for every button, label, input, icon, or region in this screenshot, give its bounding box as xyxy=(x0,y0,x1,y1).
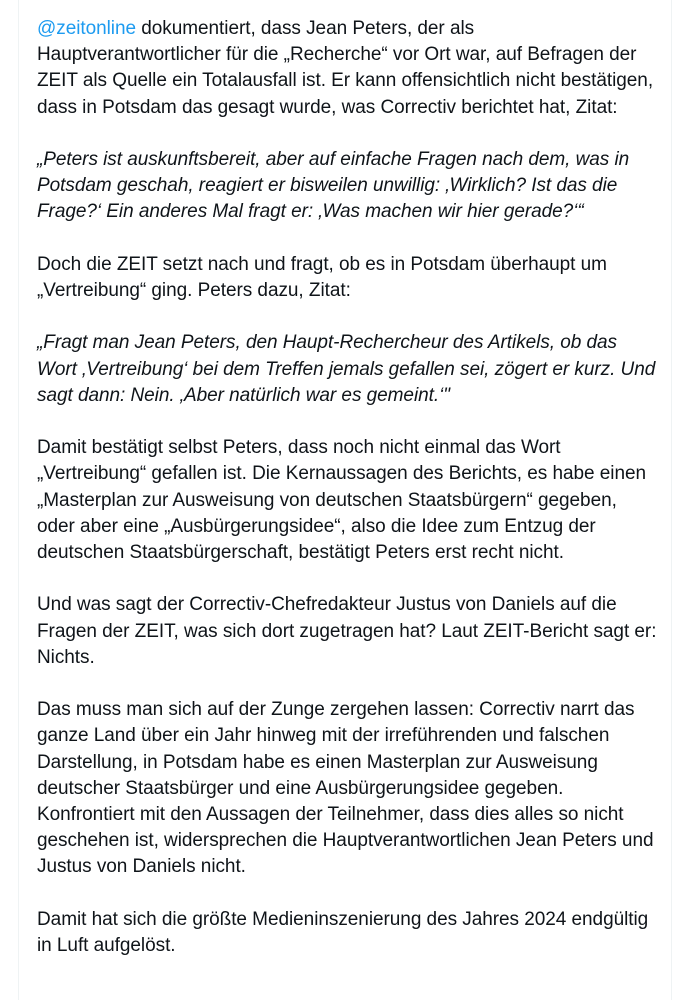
paragraph-text: dokumentiert, dass Jean Peters, der als Hauptverantwortlicher für die „Recherche“ vor Ort war, auf Befragen der ZEIT als Quelle ein Totalausfall ist. Er kann offensichtlich nicht bestätigen, dass in Potsdam das gesagt wurde, was Correctiv berichtet hat, Zitat: xyxy=(37,18,659,118)
tweet-card xyxy=(18,0,672,1000)
tweet-paragraph-4: Und was sagt der Correctiv-Chefredakteur Justus von Daniels auf die Fragen der ZEIT, was sich dort zugetragen hat? Laut ZEIT-Bericht sagt er: Nichts. xyxy=(37,594,662,668)
mention-link[interactable]: @zeitonline xyxy=(37,18,137,39)
tweet-paragraph-6: Damit hat sich die größte Medieninszenierung des Jahres 2024 endgültig in Luft aufgelöst. xyxy=(37,908,654,956)
tweet-quote-1: „Peters ist auskunftsbereit, aber auf einfache Fragen nach dem, was in Potsdam geschah, reagiert er bisweilen unwillig: ‚Wirklich? Ist das die Frage?‘ Ein anderes Mal fragt er: ‚Was machen wir hier gerade?‘“ xyxy=(37,149,635,223)
tweet-text xyxy=(37,16,662,959)
tweet-paragraph-2: Doch die ZEIT setzt nach und fragt, ob es in Potsdam überhaupt um „Vertreibung“ ging. Peters dazu, Zitat: xyxy=(37,253,613,301)
tweet-paragraph-5: Das muss man sich auf der Zunge zergehen lassen: Correctiv narrt das ganze Land über ein Jahr hinweg mit der irreführenden und falschen Darstellung, in Potsdam habe es einen Masterplan zur Ausweisung deutscher Staatsbürger und eine Ausbürgerungsidee gegeben. Konfrontiert mit den Aussagen der Teilnehmer, dass dies alles so nicht geschehen ist, widersprechen die Hauptverantwortlichen Jean Peters und Justus von Daniels nicht. xyxy=(37,699,659,878)
tweet-paragraph-3: Damit bestätigt selbst Peters, dass noch nicht einmal das Wort „Vertreibung“ gefallen ist. Die Kernaussagen des Berichts, es habe einen „Masterplan zur Ausweisung von deutschen Staatsbürgern“ gegeben, oder aber eine „Ausbürgerungsidee“, also die Idee zum Entzug der deutschen Staatsbürgerschaft, bestätigt Peters erst recht nicht. xyxy=(37,437,652,563)
tweet-paragraph-1 xyxy=(37,16,657,121)
tweet-quote-2: „Fragt man Jean Peters, den Haupt-Rechercheur des Artikels, ob das Wort ‚Vertreibung‘ bei dem Treffen jemals gefallen sei, zögert er kurz. Und sagt dann: Nein. ‚Aber natürlich war es gemeint.‘" xyxy=(37,332,661,406)
